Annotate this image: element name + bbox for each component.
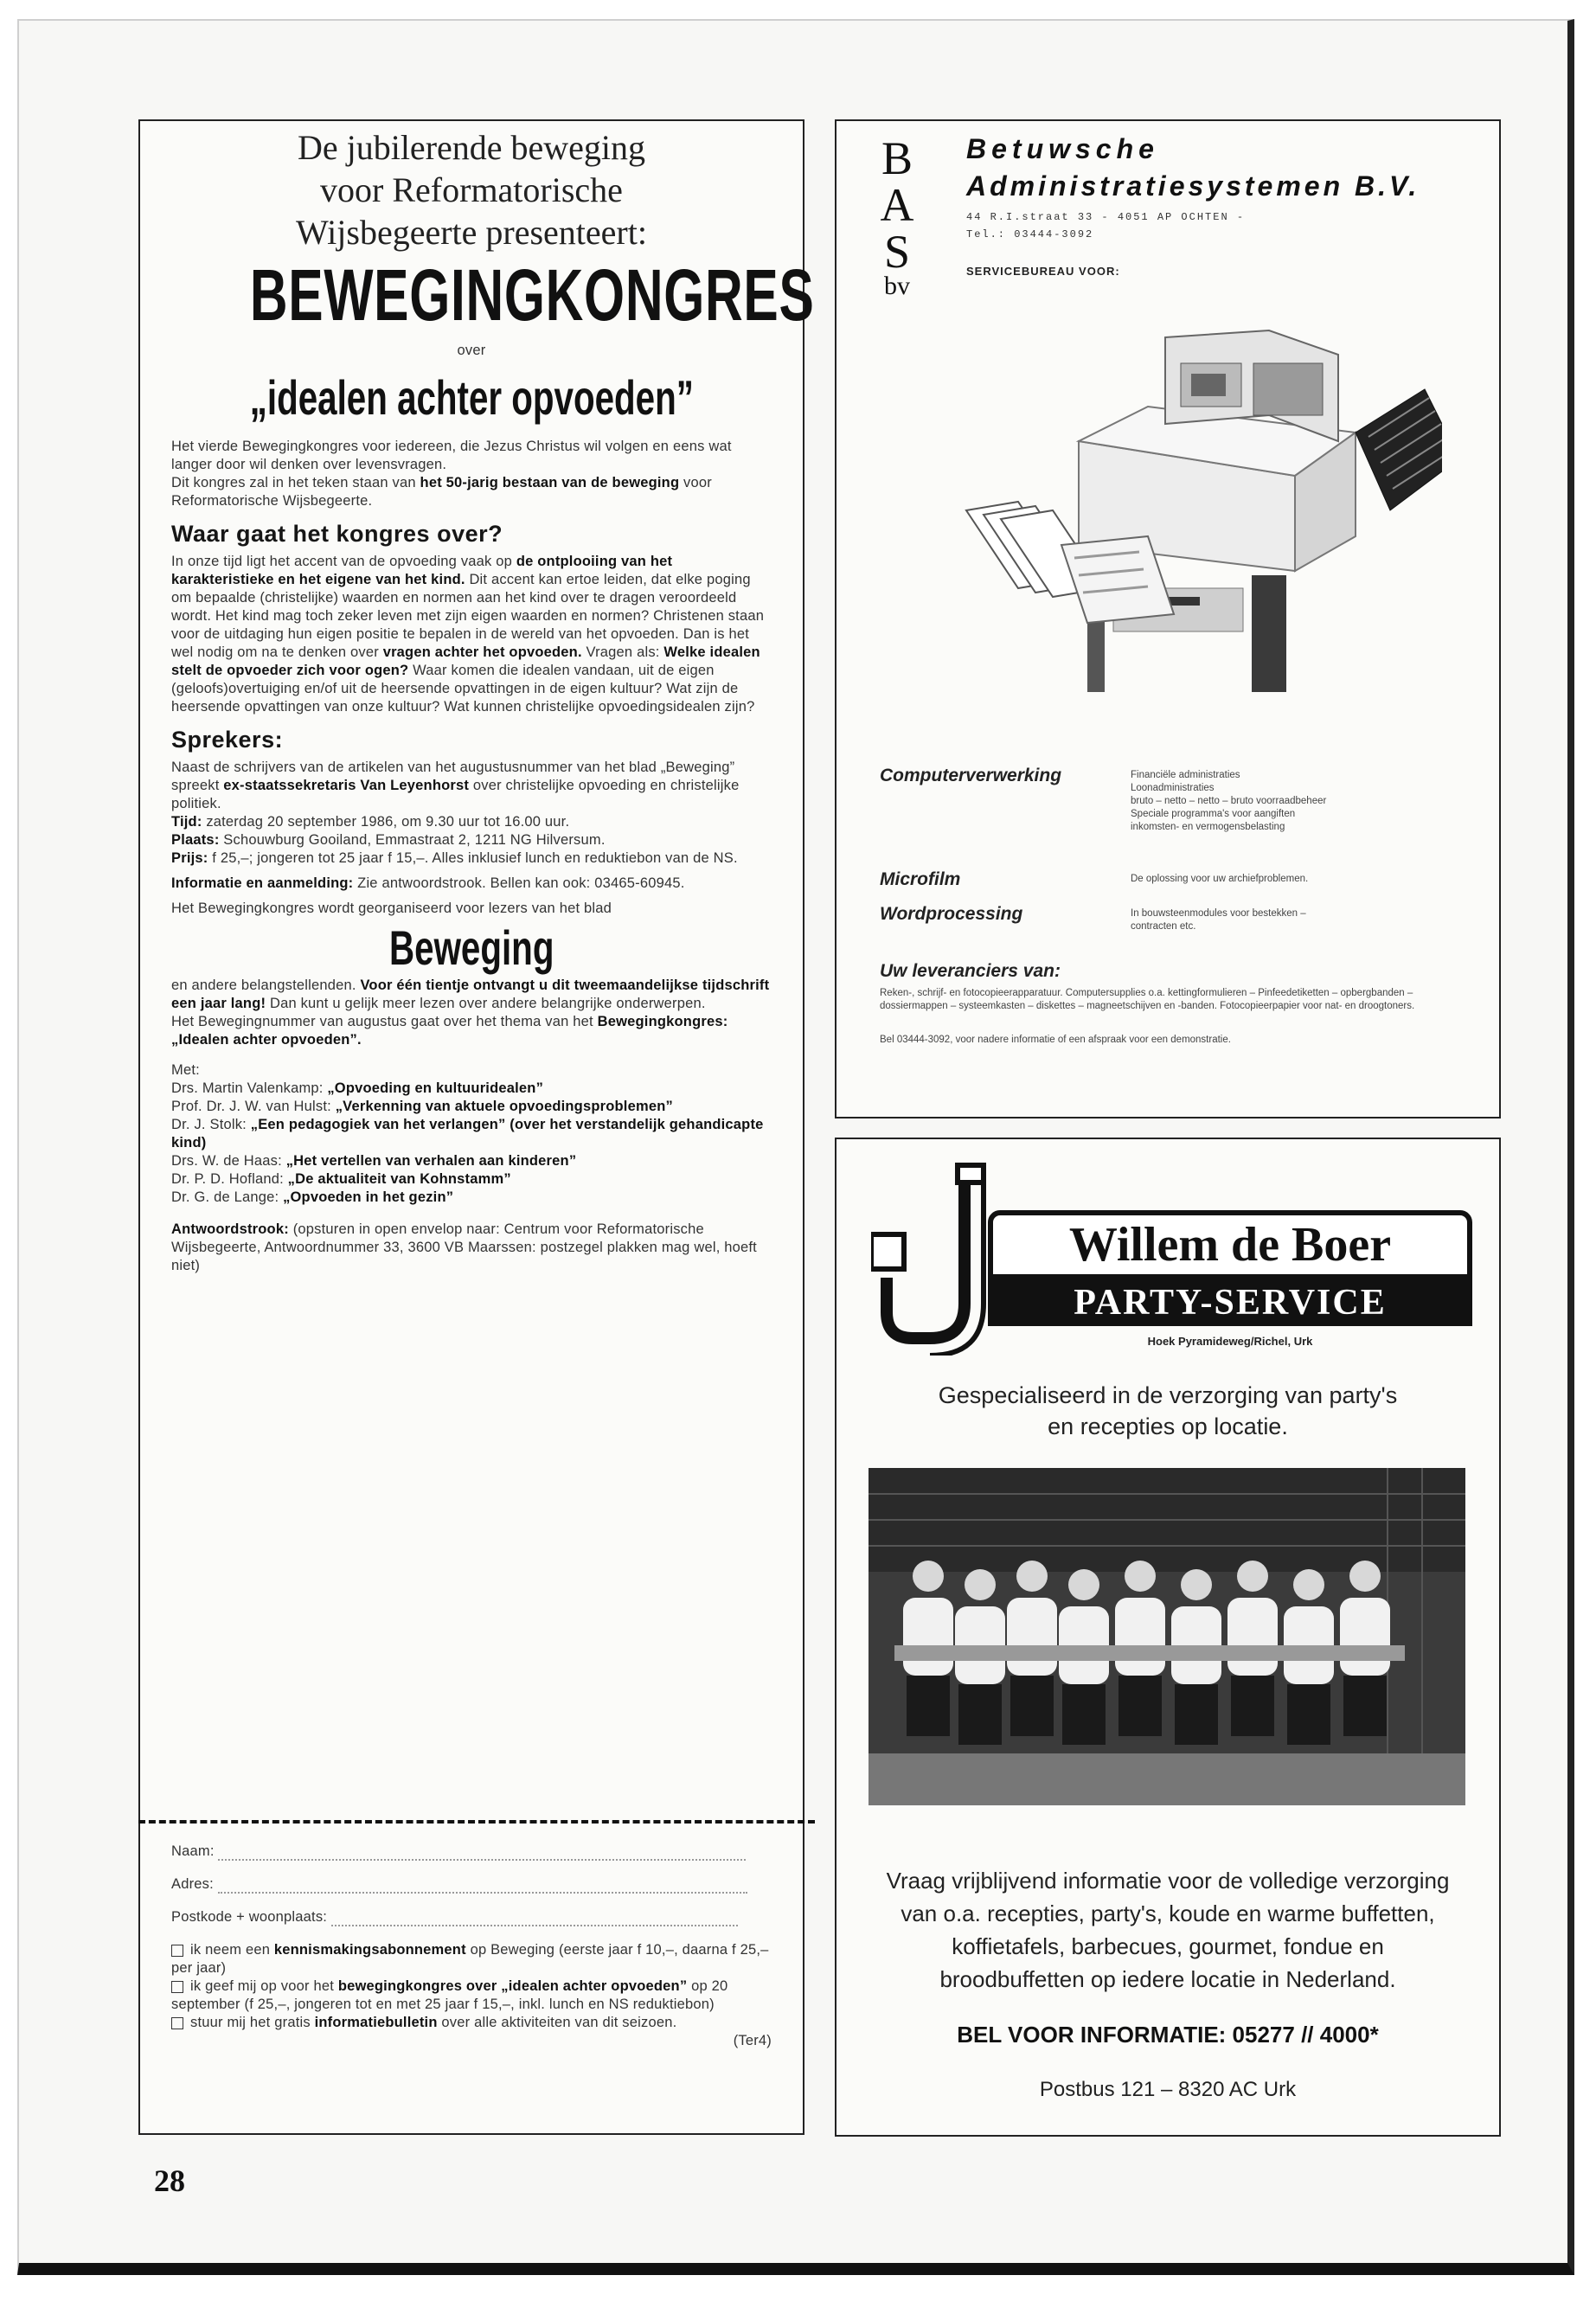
service-row <box>880 904 1477 956</box>
bas-logo-b: B <box>881 132 913 184</box>
willem-de-boer-ad <box>835 1138 1501 2137</box>
option-bulletin: stuur mij het gratis informatiebulletin over alle aktiviteiten van dit seizoen. <box>171 2014 772 2032</box>
waitresses-photo <box>869 1468 1465 1805</box>
service-desc: Financiële administraties Loonadministraties bruto – netto – netto – bruto voorraadbeheer Speciale programma's voor aangiften inkomsten- en vermogensbelasting <box>1131 770 1327 832</box>
cut-line <box>138 1820 815 1823</box>
brand-name-box <box>988 1210 1472 1279</box>
service-table <box>880 766 1477 1047</box>
brand-service-box <box>988 1279 1472 1326</box>
intro-line-2: voor Reformatorische <box>320 170 623 209</box>
speaker-item: Prof. Dr. J. W. van Hulst: „Verkenning van aktuele opvoedingsproblemen” <box>171 1099 673 1114</box>
address-label: Adres: <box>171 1876 214 1892</box>
service-label: Wordprocessing <box>880 904 1023 924</box>
form-code: (Ter4) <box>733 2033 772 2048</box>
bas-logo <box>871 132 923 300</box>
service-desc: In bouwsteenmodules voor bestekken – contracten etc. <box>1131 908 1306 932</box>
name-label: Naam: <box>171 1843 215 1859</box>
brand-block <box>988 1210 1472 1348</box>
company-address: 44 R.I.straat 33 - 4051 AP OCHTEN - <box>966 211 1246 223</box>
company-name-line2: Administratiesystemen B.V. <box>966 170 1420 202</box>
speaker-item: Dr. G. de Lange: „Opvoeden in het gezin” <box>171 1189 454 1205</box>
diskette-panel-icon <box>1356 389 1442 510</box>
copier-machine-icon <box>1079 330 1356 692</box>
subscription-checkbox[interactable] <box>171 1945 183 1957</box>
jubilee-paragraph: Dit kongres zal in het teken staan van het 50-jarig bestaan van de beweging voor Reformatorische Wijsbegeerte. <box>171 475 712 509</box>
congress-checkbox[interactable] <box>171 1981 183 1993</box>
bas-logo-a: A <box>880 179 914 231</box>
met-label: Met: <box>171 1062 200 1078</box>
intro-paragraph: Het vierde Bewegingkongres voor iedereen, die Jezus Christus wil volgen en eens wat langer door wil denken over levensvragen. <box>171 439 732 472</box>
intro-line-3: Wijsbegeerte presenteert: <box>296 213 647 252</box>
brand-service: PARTY-SERVICE <box>1074 1283 1387 1323</box>
tagline-line-1: Gespecialiseerd in de verzorging van party's <box>938 1382 1398 1408</box>
speaker-item: Drs. W. de Haas: „Het vertellen van verhalen aan kinderen” <box>171 1153 577 1169</box>
brand-location: Hoek Pyramideweg/Richel, Urk <box>1147 1335 1313 1348</box>
suppliers-title: Uw leveranciers van: <box>880 961 1061 981</box>
option-congress: ik geef mij op voor het bewegingkongres over „idealen achter opvoeden” op 20 september (f 25,–, jongeren tot en met 25 jaar f 15,–, inkl. lunch en NS reduktiebon) <box>171 1978 728 2012</box>
bulletin-checkbox[interactable] <box>171 2017 183 2029</box>
price-info: Prijs: f 25,–; jongeren tot 25 jaar f 15,–. Alles inklusief lunch en reduktiebon van de NS. <box>171 850 738 866</box>
company-phone: Tel.: 03444-3092 <box>966 228 1094 240</box>
postbus-address: Postbus 121 – 8320 AC Urk <box>1039 2078 1297 2101</box>
section-title-about: Waar gaat het kongres over? <box>171 521 503 547</box>
organized-note: Het Bewegingkongres wordt georganiseerd voor lezers van het blad <box>171 901 612 916</box>
speaker-item: Dr. P. D. Hofland: „De aktualiteit van Kohnstamm” <box>171 1171 511 1187</box>
answer-slip-info: Antwoordstrook: (opsturen in open envelop naar: Centrum voor Reformatorische Wijsbegeerte, Antwoordnummer 33, 3600 VB Maarssen: postzegel plakken mag wel, hoeft niet) <box>171 1221 757 1273</box>
theme-paragraph: Het Bewegingnummer van augustus gaat over het thema van het Bewegingkongres: „Idealen achter opvoeden”. <box>171 1014 728 1048</box>
about-paragraph: In onze tijd ligt het accent van de opvoeding vaak op de ontplooiing van het karakteristieke en het eigene van het kind. Dit accent kan ertoe leiden, dat elke poging om bepaalde (christelijke) waarden en normen aan het kind over te dragen veroordeeld wordt. Het kind mag toch zeker leven met zijn eigen waarden en normen? Christenen staan voor de uitdaging hun eigen positie te bepalen in de wereld van het opvoeden. Dan is het wel nodig om na te denken over vragen achter het opvoeden. Vragen als: Welke idealen stelt de opvoeder zich voor ogen? Waar komen die idealen vandaan, uit de eigen (geloofs)overtuiging en/of uit de heersende opvattingen in de eigen kultuur? Wat zijn de heersende opvattingen van onze kultuur? Wat kunnen christelijke opvoedingsidealen zijn? <box>171 554 765 715</box>
answer-form <box>171 1843 772 2050</box>
time-info: Tijd: zaterdag 20 september 1986, om 9.30 uur tot 16.00 uur. <box>171 814 570 830</box>
bas-ad <box>835 119 1501 1118</box>
intro-line-1: De jubilerende beweging <box>297 128 646 167</box>
speakers-paragraph: Naast de schrijvers van de artikelen van het augustusnummer van het blad „Beweging” spreekt ex-staatssekretaris Van Leyenhorst over christelijke opvoeding en christelijke politiek. <box>171 760 740 811</box>
option-subscription: ik neem een kennismakingsabonnement op Beweging (eerste jaar f 10,–, daarna f 25,– per jaar) <box>171 1942 769 1976</box>
postcode-label: Postkode + woonplaats: <box>171 1909 328 1925</box>
call-text: Bel 03444-3092, voor nadere informatie of een afspraak voor een demonstratie. <box>880 1035 1231 1045</box>
service-row <box>880 869 1477 904</box>
subtitle: „idealen achter opvoeden” <box>249 370 694 425</box>
service-label: Computerverwerking <box>880 766 1062 785</box>
bewegingkongres-ad <box>138 119 815 2135</box>
postcode-field[interactable] <box>331 1913 738 1926</box>
place-info: Plaats: Schouwburg Gooiland, Emmastraat 2, 1211 NG Hilversum. <box>171 832 606 848</box>
bas-logo-bv: bv <box>884 272 910 300</box>
section-title-speakers: Sprekers: <box>171 727 284 753</box>
bas-logo-s: S <box>883 226 911 278</box>
registration-info: Informatie en aanmelding: Zie antwoordstrook. Bellen kan ook: 03465-60945. <box>171 875 685 891</box>
speaker-item: Drs. Martin Valenkamp: „Opvoeding en kultuuridealen” <box>171 1080 544 1096</box>
over-label: over <box>457 343 486 358</box>
service-desc: De oplossing voor uw archiefproblemen. <box>1131 874 1309 884</box>
address-field[interactable] <box>218 1880 747 1894</box>
brand-name: Willem de Boer <box>1068 1218 1392 1272</box>
service-row <box>880 766 1477 869</box>
info-text: Vraag vrijblijvend informatie voor de volledige verzorging van o.a. recepties, party's, koude en warme buffetten, koffietafels, barbecues, gourmet, fondue en broodbuffetten op iedere locatie in Nederland. <box>886 1868 1450 1992</box>
headline: BEWEGINGKONGRES <box>249 254 815 336</box>
tagline-line-2: en recepties op locatie. <box>1048 1413 1288 1439</box>
service-title: SERVICEBUREAU VOOR: <box>966 265 1120 278</box>
magazine-name: Beweging <box>388 920 554 975</box>
page-number: 28 <box>154 2163 185 2198</box>
suppliers-text: Reken-, schrijf- en fotocopieerapparatuur. Computersupplies o.a. kettingformulieren – Pinfeedetiketten – opbergbanden – dossiermappen – systeemkasten – diskettes – magneetschijven en -banden. Fotocopieerpapier voor nat- en droogtoners. <box>880 988 1415 1011</box>
magazine-paragraph: en andere belangstellenden. Voor één tientje ontvangt u dit tweemaandelijkse tijdschrift een jaar lang! Dan kunt u gelijk meer lezen over andere belangrijke onderwerpen. <box>171 977 770 1011</box>
speaker-list <box>171 1080 772 1207</box>
phone-info: BEL VOOR INFORMATIE: 05277 // 4000* <box>957 2022 1379 2048</box>
name-field[interactable] <box>218 1847 746 1861</box>
company-name-line1: Betuwsche <box>966 133 1159 164</box>
service-label: Microfilm <box>880 869 961 889</box>
office-machine-illustration <box>888 329 1442 692</box>
speaker-item: Dr. J. Stolk: „Een pedagogiek van het verlangen” (over het verstandelijk gehandicapte kind) <box>171 1117 764 1150</box>
